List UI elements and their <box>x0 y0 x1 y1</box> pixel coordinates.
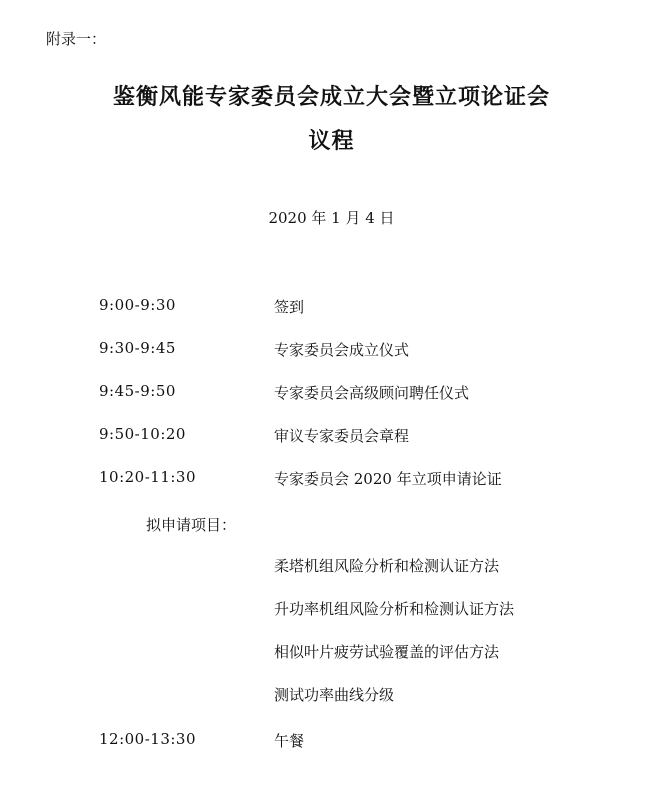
agenda-row <box>0 425 663 449</box>
agenda-item: 专家委员会 2020 年立项申请论证 <box>274 470 502 488</box>
agenda-time: 12:00-13:30 <box>99 730 197 748</box>
document-title-line1: 鉴衡风能专家委员会成立大会暨立项论证会 <box>112 85 550 110</box>
agenda-row-lunch <box>0 730 663 754</box>
agenda-row <box>0 468 663 492</box>
agenda-time: 9:00-9:30 <box>99 296 176 314</box>
agenda-time: 9:30-9:45 <box>99 339 176 357</box>
appendix-label: 附录一： <box>46 30 107 48</box>
project-item: 升功率机组风险分析和检测认证方法 <box>274 600 515 618</box>
agenda-row <box>0 382 663 406</box>
agenda-row <box>0 339 663 363</box>
agenda-item: 专家委员会高级顾问聘任仪式 <box>274 384 470 402</box>
agenda-item: 专家委员会成立仪式 <box>274 341 410 359</box>
project-item: 测试功率曲线分级 <box>274 686 395 704</box>
agenda-row <box>0 296 663 320</box>
agenda-item: 签到 <box>274 298 305 316</box>
document-title-line2: 议程 <box>308 129 355 154</box>
projects-heading: 拟申请项目： <box>146 516 237 534</box>
agenda-time: 9:50-10:20 <box>99 425 186 443</box>
agenda-time: 9:45-9:50 <box>99 382 176 400</box>
agenda-time: 10:20-11:30 <box>99 468 197 486</box>
meeting-date: 2020 年 1 月 4 日 <box>268 209 395 227</box>
project-item: 柔塔机组风险分析和检测认证方法 <box>274 557 500 575</box>
agenda-item: 审议专家委员会章程 <box>274 427 410 445</box>
project-item: 相似叶片疲劳试验覆盖的评估方法 <box>274 643 500 661</box>
agenda-item: 午餐 <box>274 732 305 750</box>
